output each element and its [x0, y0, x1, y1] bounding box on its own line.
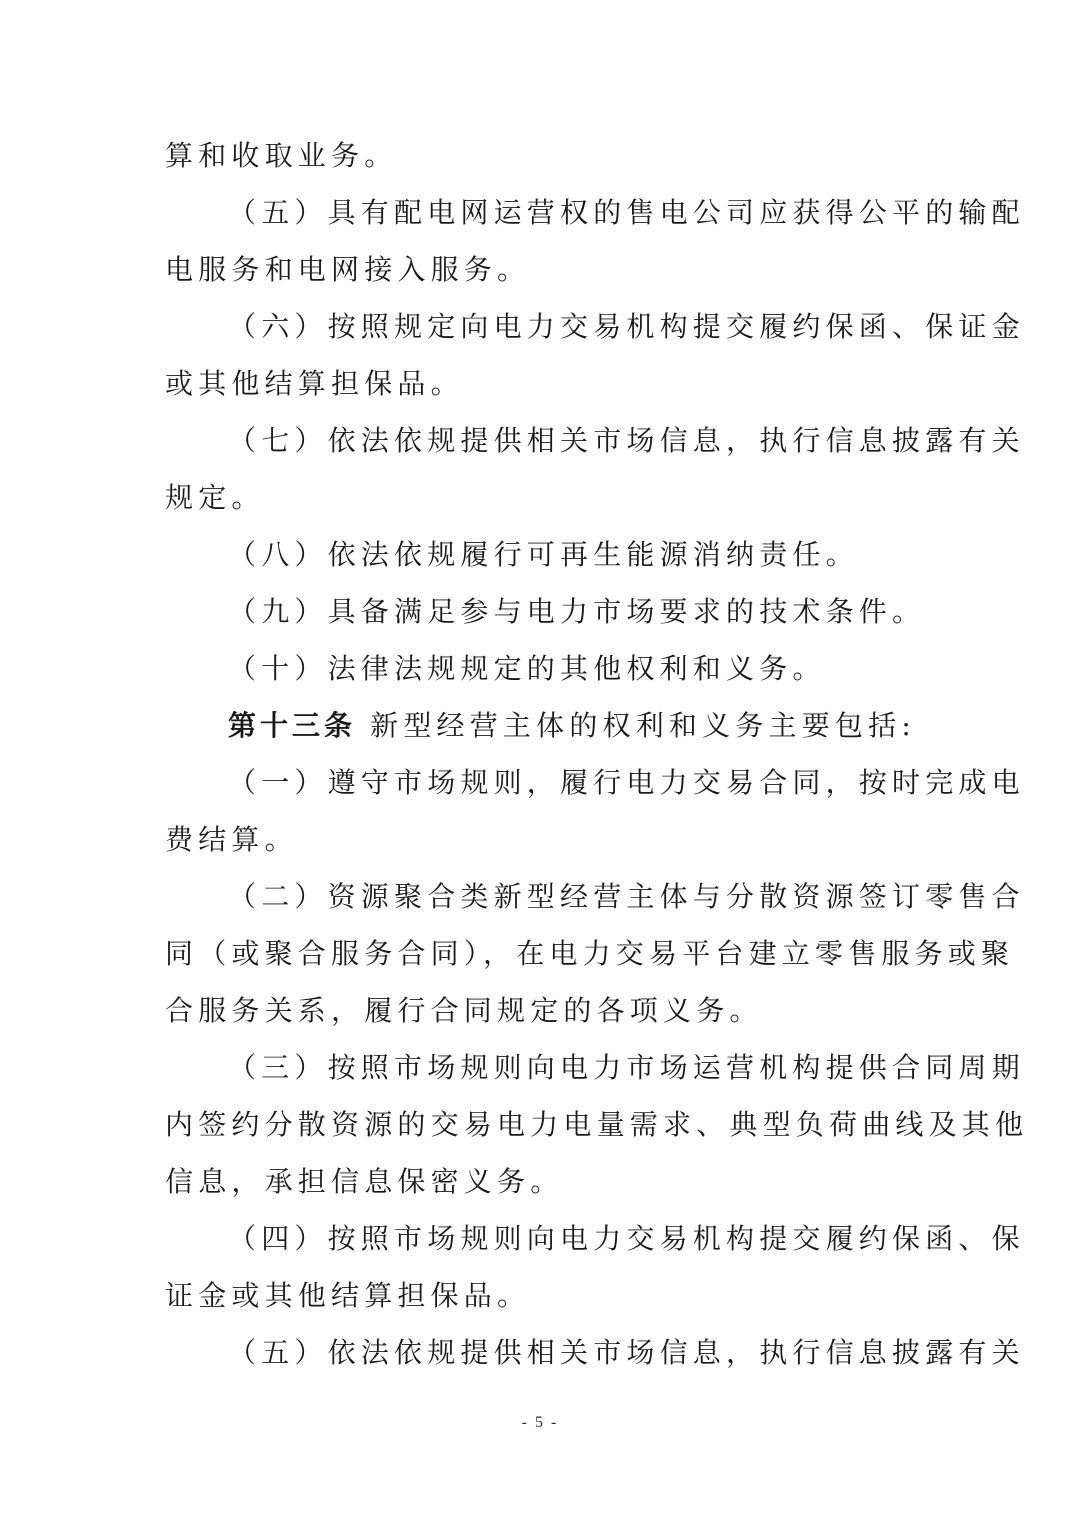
text-line: （二）资源聚合类新型经营主体与分散资源签订零售合 [228, 880, 1025, 913]
text-line: 证金或其他结算担保品。 [165, 1279, 531, 1312]
text-line: 合服务关系，履行合同规定的各项义务。 [165, 994, 763, 1027]
text-line: 内签约分散资源的交易电力电量需求、典型负荷曲线及其他 [165, 1108, 1029, 1141]
text-line: 同（或聚合服务合同），在电力交易平台建立零售服务或聚 [165, 937, 1015, 970]
text-line: （九）具备满足参与电力市场要求的技术条件。 [228, 595, 926, 628]
text-line: （八）依法依规履行可再生能源消纳责任。 [228, 538, 859, 571]
text-line: （五）依法依规提供相关市场信息，执行信息披露有关 [228, 1336, 1025, 1369]
page-number: - 5 - [521, 1414, 559, 1431]
article-heading-text: 新型经营主体的权利和义务主要包括: [370, 709, 916, 742]
article-heading-line [228, 706, 916, 746]
text-line: （五）具有配电网运营权的售电公司应获得公平的输配 [228, 196, 1025, 229]
article-number: 第十三条 [228, 709, 357, 742]
text-line: （四）按照市场规则向电力交易机构提交履约保函、保 [228, 1222, 1025, 1255]
text-line: （六）按照规定向电力交易机构提交履约保函、保证金 [228, 310, 1025, 343]
text-line: 费结算。 [165, 823, 298, 856]
text-line: （一）遵守市场规则，履行电力交易合同，按时完成电 [228, 766, 1025, 799]
text-line: 或其他结算担保品。 [165, 367, 464, 400]
text-line: 信息，承担信息保密义务。 [165, 1165, 564, 1198]
text-line: （三）按照市场规则向电力市场运营机构提供合同周期 [228, 1051, 1025, 1084]
text-line: 规定。 [165, 481, 265, 514]
text-line: （七）依法依规提供相关市场信息，执行信息披露有关 [228, 424, 1025, 457]
text-line: （十）法律法规规定的其他权利和义务。 [228, 652, 826, 685]
text-line: 电服务和电网接入服务。 [165, 253, 531, 286]
text-line: 算和收取业务。 [165, 139, 398, 172]
